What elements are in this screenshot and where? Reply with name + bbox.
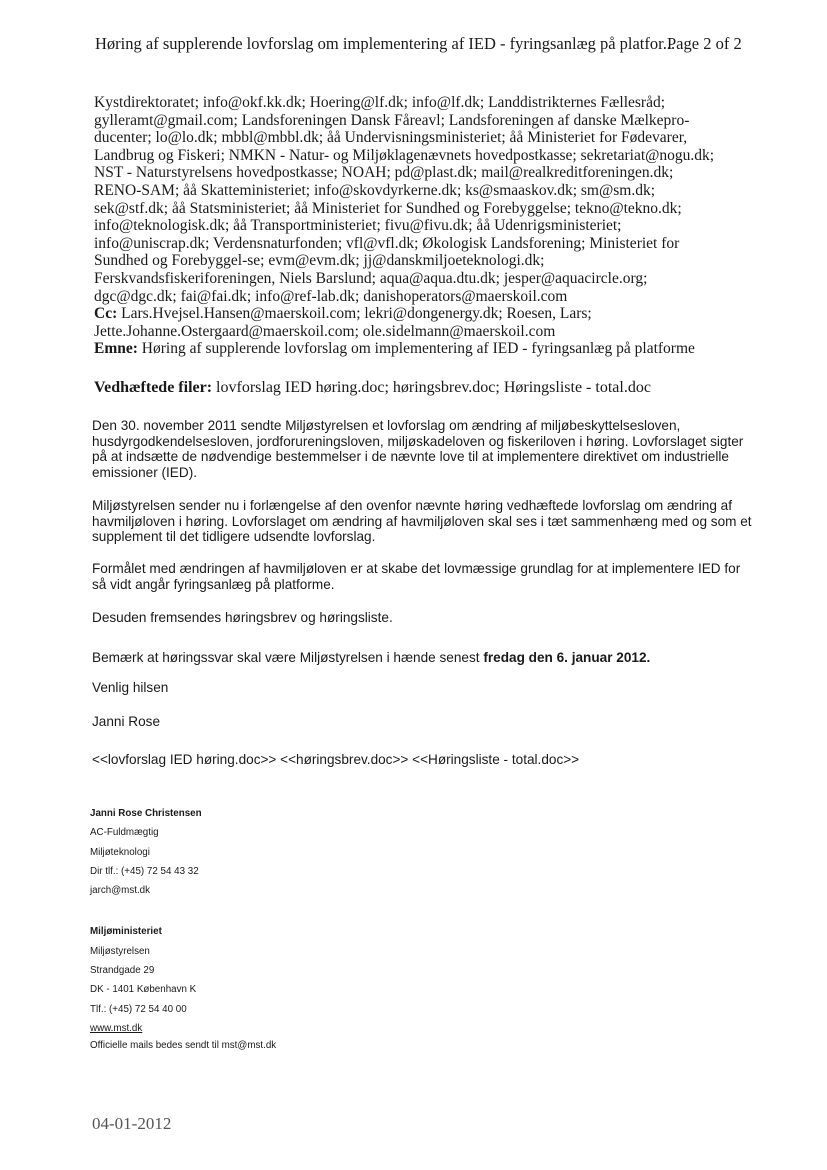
signature-title: AC-Fuldmægtig	[90, 827, 159, 839]
main-phone: Tlf.: (+45) 72 54 40 00	[90, 1003, 187, 1015]
cc-line: Jette.Johanne.Ostergaard@maerskoil.com; ole.sidelmann@maerskoil.com	[94, 322, 556, 340]
street-address: Strandgade 29	[90, 965, 155, 977]
sender-name: Janni Rose	[92, 714, 161, 729]
signature-unit: Miljøteknologi	[90, 846, 150, 858]
recipient-block	[94, 94, 734, 358]
recipient-line: sek@stf.dk; åå Statsministeriet; åå Ministeriet for Sundhed og Forebyggelse; tekno@tekno.dk;	[94, 199, 682, 217]
ministry-name: Miljøministeriet	[90, 926, 162, 938]
page-number: Page 2 of 2	[667, 34, 742, 53]
recipient-line: Kystdirektoratet; info@okf.kk.dk; Hoering@lf.dk; info@lf.dk; Landdistrikternes Fællesråd;	[94, 94, 666, 111]
attachments-line	[94, 379, 651, 397]
body-line: husdyrgodkendelsesloven, jordforureningsloven, miljøskadeloven og fiskeriloven i høring. Lovforslaget sigter	[92, 433, 744, 449]
paragraph-deadline	[92, 650, 650, 666]
body-line: havmiljøloven i høring. Lovforslaget om ændring af havmiljøloven skal ses i tæt sammenhæng med og som et	[92, 513, 752, 529]
body-line: Formålet med ændringen af havmiljøloven er at skabe det lovmæssige grundlag for at implementere IED for	[92, 561, 741, 576]
subject-text: Høring af supplerende lovforslag om implementering af IED - fyringsanlæg på platforme	[141, 340, 695, 358]
recipient-line: info@uniscrap.dk; Verdensnaturfonden; vfl@vfl.dk; Økologisk Landsforening; Ministeriet for	[94, 234, 680, 252]
header-title: Høring af supplerende lovforslag om implementering af IED - fyringsanlæg på platfor...	[95, 34, 676, 53]
attachments-files: lovforslag IED høring.doc; høringsbrev.doc; Høringsliste - total.doc	[216, 379, 651, 396]
official-mail-note: Officielle mails bedes sendt til mst@mst.dk	[90, 1040, 277, 1051]
body-line: på at indsætte de nødvendige bestemmelser i de nævnte love til at implementere direktivet om industrielle	[92, 449, 729, 465]
recipient-line: dgc@dgc.dk; fai@fai.dk; info@ref-lab.dk; danishoperators@maerskoil.com	[94, 287, 568, 305]
deadline-date: fredag den 6. januar 2012.	[483, 650, 651, 665]
recipient-line: Landbrug og Fiskeri; NMKN - Natur- og Miljøklagenævnets hovedpostkasse; sekretariat@nogu.dk;	[94, 146, 715, 164]
body-line: Den 30. november 2011 sendte Miljøstyrelsen et lovforslag om ændring af miljøbeskyttelsesloven,	[92, 418, 681, 433]
recipient-line: Sundhed og Forebyggel-se; evm@evm.dk; jj@danskmiljoeteknologi.dk;	[94, 252, 545, 270]
recipient-line: gylleramt@gmail.com; Landsforeningen Dansk Fåreavl; Landsforeningen af danske Mælkepro-	[94, 111, 690, 129]
signature-phone: Dir tlf.: (+45) 72 54 43 32	[90, 865, 199, 877]
greeting: Venlig hilsen	[92, 680, 169, 695]
paragraph-hearing	[92, 498, 752, 545]
recipient-line: NST - Naturstyrelsens hovedpostkasse; NOAH; pd@plast.dk; mail@realkreditforeningen.dk;	[94, 164, 674, 182]
cc-line	[94, 305, 734, 323]
body-line: så vidt angår fyringsanlæg på platforme.	[92, 576, 335, 592]
page-header	[95, 34, 745, 54]
cc-recipients: Lars.Hvejsel.Hansen@maerskoil.com; lekri@dongenergy.dk; Roesen, Lars;	[121, 305, 592, 323]
website-link[interactable]: www.mst.dk	[90, 1022, 143, 1034]
paragraph-intro	[92, 418, 743, 480]
recipient-line: Ferskvandsfiskeriforeningen, Niels Barslund; aqua@aqua.dtu.dk; jesper@aquacircle.org;	[94, 269, 648, 287]
subject-label: Emne:	[94, 340, 138, 358]
email-signature	[90, 804, 202, 1038]
body-line: Miljøstyrelsen sender nu i forlængelse af den ovenfor nævnte høring vedhæftede lovforslag om ændring af	[92, 498, 732, 513]
agency-name: Miljøstyrelsen	[90, 945, 150, 957]
recipient-line: ducenter; lo@lo.dk; mbbl@mbbl.dk; åå Undervisningsministeriet; åå Ministeriet for Fødevarer,	[94, 129, 688, 147]
body-line: emissioner (IED).	[92, 464, 197, 480]
subject-line	[94, 340, 734, 358]
paragraph-also-sent: Desuden fremsendes høringsbrev og høringsliste.	[92, 610, 393, 625]
signature-email: jarch@mst.dk	[90, 885, 151, 897]
recipient-line: info@teknologisk.dk; åå Transportministeriet; fivu@fivu.dk; åå Udenrigsministeriet;	[94, 217, 622, 235]
footer-date: 04-01-2012	[92, 1114, 172, 1133]
attachments-label: Vedhæftede filer:	[94, 379, 213, 396]
attachment-references: <<lovforslag IED høring.doc>> <<høringsbrev.doc>> <<Høringsliste - total.doc>>	[92, 752, 580, 767]
deadline-text: Bemærk at høringssvar skal være Miljøstyrelsen i hænde senest	[92, 650, 484, 665]
signature-name: Janni Rose Christensen	[90, 808, 202, 819]
paragraph-purpose	[92, 561, 740, 592]
body-line: supplement til det tidligere udsendte lovforslag.	[92, 529, 376, 545]
cc-label: Cc:	[94, 305, 118, 323]
signature-gap	[90, 900, 202, 922]
recipient-line: RENO-SAM; åå Skatteministeriet; info@skovdyrkerne.dk; ks@smaaskov.dk; sm@sm.dk;	[94, 181, 656, 199]
city-address: DK - 1401 København K	[90, 984, 197, 996]
